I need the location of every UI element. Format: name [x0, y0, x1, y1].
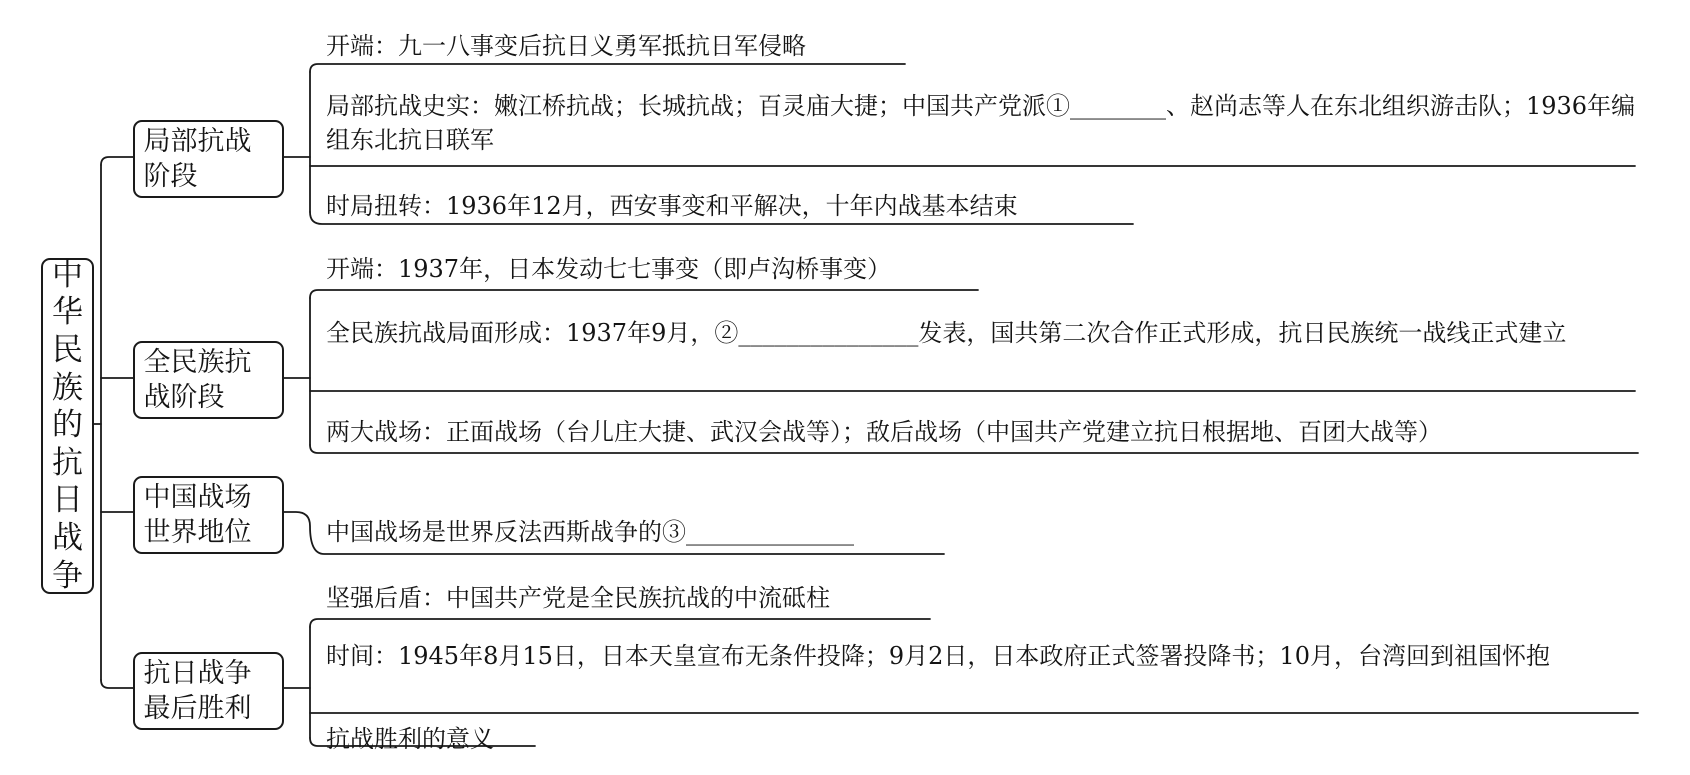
leaf-text: 坚强后盾：中国共产党是全民族抗战的中流砥柱 — [326, 584, 830, 612]
leaf-text: 两大战场：正面战场（台儿庄大捷、武汉会战等）；敌后战场（中国共产党建立抗日根据地、百团大战等） — [326, 418, 1442, 446]
branch-nationwide-resistance — [133, 341, 284, 419]
branch-label: 局部抗战阶段 — [143, 126, 252, 192]
root-title: 中华民族的抗日战争 — [52, 256, 83, 594]
leaf-text: 时间：1945年8月15日，日本天皇宣布无条件投降；9月2日，日本政府正式签署投降书；10月，台湾回到祖国怀抱 — [326, 642, 1550, 670]
branch-label: 全民族抗战阶段 — [143, 347, 252, 413]
leaf-text: 全民族抗战局面形成：1937年9月，②_______________发表，国共第二次合作正式形成，抗日民族统一战线正式建立 — [326, 319, 1567, 347]
branch-final-victory — [133, 652, 284, 730]
leaf-text: 中国战场是世界反法西斯战争的③______________ — [326, 518, 854, 546]
branch-world-status — [133, 476, 284, 554]
branch-label: 中国战场世界地位 — [143, 482, 252, 548]
leaf-text: 开端：九一八事变后抗日义勇军抵抗日军侵略 — [326, 32, 806, 60]
root-topic — [41, 258, 94, 594]
leaf-text: 开端：1937年，日本发动七七事变（即卢沟桥事变） — [326, 255, 892, 283]
branch-local-resistance — [133, 120, 284, 198]
leaf-text: 时局扭转：1936年12月，西安事变和平解决，十年内战基本结束 — [326, 192, 1018, 220]
branch-label: 抗日战争最后胜利 — [143, 658, 252, 724]
leaf-text: 局部抗战史实：嫩江桥抗战；长城抗战；百灵庙大捷；中国共产党派①________、赵尚志等人在东北组织游击队；1936年编组东北抗日联军 — [326, 92, 1636, 154]
leaf-text: 抗战胜利的意义 — [326, 725, 494, 753]
